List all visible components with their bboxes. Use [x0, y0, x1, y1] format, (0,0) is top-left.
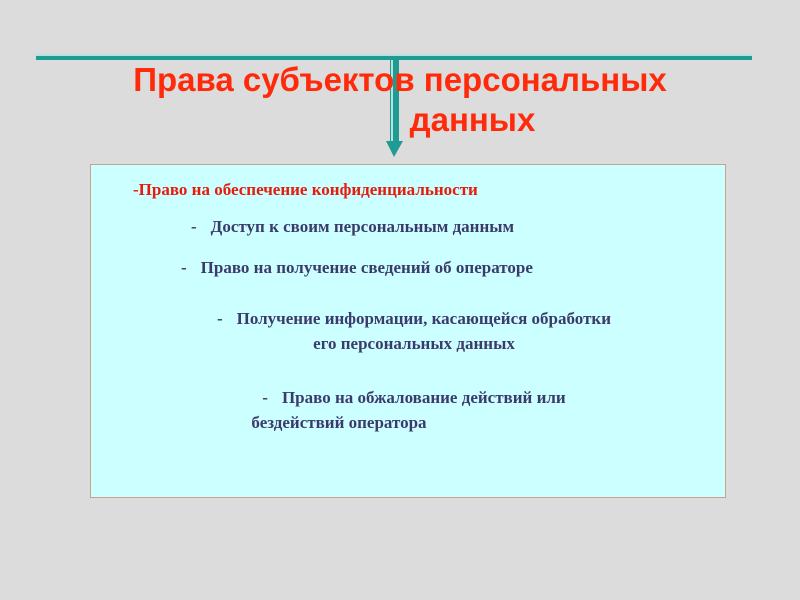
- list-item-dash: -: [181, 258, 187, 277]
- connector-arrow-head: [386, 141, 403, 157]
- list-item-line-1: [149, 306, 679, 331]
- list-item-dash: -: [216, 309, 223, 328]
- list-item-operator-info: [181, 255, 533, 280]
- list-item-text: Право на обжалование действий или: [281, 388, 566, 407]
- list-item-text: Право на обеспечение конфиденциальности: [138, 180, 478, 199]
- slide-title-line-1: Права субъектов персональных: [133, 61, 667, 98]
- rights-list-panel: [90, 164, 726, 498]
- list-item-line-2: бездействий оператора: [251, 413, 427, 432]
- slide-title: [60, 60, 740, 140]
- slide-title-line-2: данных: [409, 101, 536, 138]
- list-item-text: Право на получение сведений об операторе: [200, 258, 533, 277]
- list-item-dash: -: [133, 180, 139, 199]
- list-item-text: Получение информации, касающейся обработки: [236, 309, 612, 328]
- list-item-dash: -: [191, 217, 197, 236]
- list-item-line-1: [149, 385, 679, 410]
- list-item-confidentiality: [133, 177, 478, 202]
- list-item-processing-info: [149, 306, 679, 356]
- list-item-dash: -: [262, 388, 268, 407]
- list-item-access: [191, 214, 514, 239]
- list-item-line-2: его персональных данных: [313, 334, 515, 353]
- list-item-text: Доступ к своим персональным данным: [210, 217, 515, 236]
- list-item-appeal: [149, 385, 679, 435]
